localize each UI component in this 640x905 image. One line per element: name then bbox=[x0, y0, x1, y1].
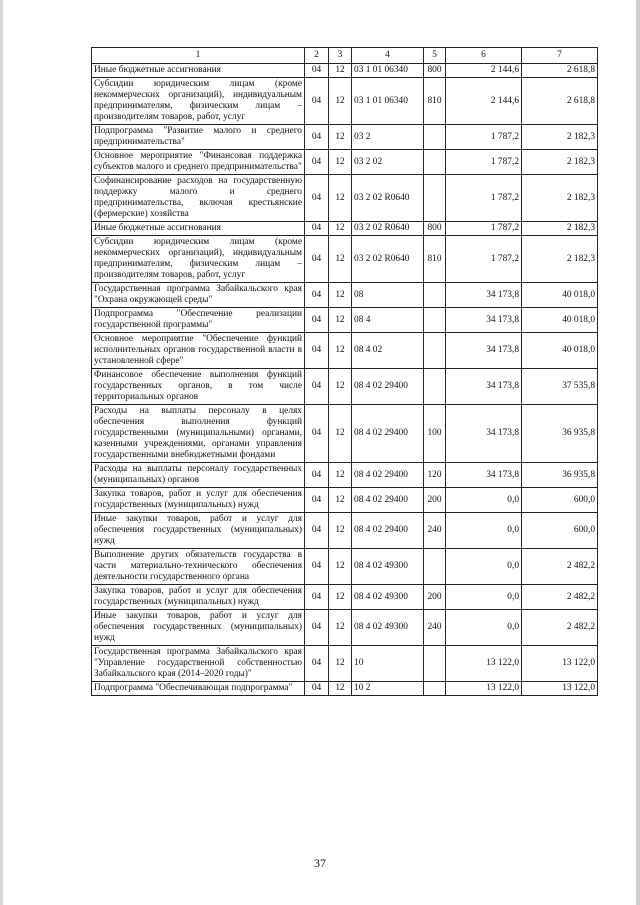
expense-type-cell bbox=[424, 333, 446, 369]
amount-year1-cell: 0,0 bbox=[446, 549, 522, 585]
subsection-code-cell: 12 bbox=[329, 405, 352, 463]
column-header: 5 bbox=[424, 48, 446, 64]
section-code-cell: 04 bbox=[305, 150, 329, 175]
subsection-code-cell: 12 bbox=[329, 308, 352, 333]
row-name-cell: Закупка товаров, работ и услуг для обеспечения государственных (муниципальных) нужд bbox=[92, 585, 305, 610]
target-article-cell: 03 2 02 R0640 bbox=[352, 236, 424, 283]
target-article-cell: 08 4 02 29400 bbox=[352, 513, 424, 549]
target-article-cell: 08 4 02 49300 bbox=[352, 610, 424, 646]
amount-year2-cell: 40 018,0 bbox=[522, 283, 598, 308]
amount-year2-cell: 13 122,0 bbox=[522, 682, 598, 696]
subsection-code-cell: 12 bbox=[329, 488, 352, 513]
subsection-code-cell: 12 bbox=[329, 610, 352, 646]
row-name-cell: Иные бюджетные ассигнования bbox=[92, 64, 305, 78]
row-name-cell: Выполнение других обязательств государства в части материально-технического обеспечения деятельности государственного органа bbox=[92, 549, 305, 585]
table-row bbox=[92, 125, 598, 150]
row-name-cell: Основное мероприятие "Обеспечение функций исполнительных органов государственной власти в установленной сфере" bbox=[92, 333, 305, 369]
row-name-cell: Государственная программа Забайкальского края "Охрана окружающей среды" bbox=[92, 283, 305, 308]
row-name-cell: Иные закупки товаров, работ и услуг для обеспечения государственных (муниципальных) нужд bbox=[92, 513, 305, 549]
table-row bbox=[92, 236, 598, 283]
subsection-code-cell: 12 bbox=[329, 646, 352, 682]
column-header: 3 bbox=[329, 48, 352, 64]
target-article-cell: 08 4 02 29400 bbox=[352, 405, 424, 463]
section-code-cell: 04 bbox=[305, 682, 329, 696]
amount-year1-cell: 1 787,2 bbox=[446, 222, 522, 236]
table-row bbox=[92, 78, 598, 125]
row-name-cell: Софинансирование расходов на государственную поддержку малого и среднего предпринимательства, включая крестьянские (фермерские) хозяйства bbox=[92, 175, 305, 222]
target-article-cell: 08 bbox=[352, 283, 424, 308]
expense-type-cell: 800 bbox=[424, 222, 446, 236]
subsection-code-cell: 12 bbox=[329, 283, 352, 308]
amount-year2-cell: 600,0 bbox=[522, 513, 598, 549]
expense-type-cell bbox=[424, 549, 446, 585]
section-code-cell: 04 bbox=[305, 488, 329, 513]
amount-year2-cell: 40 018,0 bbox=[522, 308, 598, 333]
row-name-cell: Субсидии юридическим лицам (кроме некоммерческих организаций), индивидуальным предпринимателям, физическим лицам – производителям товаров, работ, услуг bbox=[92, 236, 305, 283]
target-article-cell: 08 4 02 bbox=[352, 333, 424, 369]
target-article-cell: 08 4 bbox=[352, 308, 424, 333]
subsection-code-cell: 12 bbox=[329, 64, 352, 78]
amount-year1-cell: 0,0 bbox=[446, 585, 522, 610]
target-article-cell: 03 2 bbox=[352, 125, 424, 150]
amount-year2-cell: 2 182,3 bbox=[522, 236, 598, 283]
subsection-code-cell: 12 bbox=[329, 333, 352, 369]
expense-type-cell bbox=[424, 125, 446, 150]
subsection-code-cell: 12 bbox=[329, 682, 352, 696]
amount-year1-cell: 34 173,8 bbox=[446, 283, 522, 308]
amount-year2-cell: 2 618,8 bbox=[522, 78, 598, 125]
section-code-cell: 04 bbox=[305, 283, 329, 308]
subsection-code-cell: 12 bbox=[329, 513, 352, 549]
target-article-cell: 10 2 bbox=[352, 682, 424, 696]
expense-type-cell: 200 bbox=[424, 585, 446, 610]
amount-year2-cell: 2 182,3 bbox=[522, 125, 598, 150]
expense-type-cell: 100 bbox=[424, 405, 446, 463]
amount-year2-cell: 37 535,8 bbox=[522, 369, 598, 405]
subsection-code-cell: 12 bbox=[329, 549, 352, 585]
subsection-code-cell: 12 bbox=[329, 463, 352, 488]
target-article-cell: 03 1 01 06340 bbox=[352, 78, 424, 125]
amount-year2-cell: 2 482,2 bbox=[522, 610, 598, 646]
amount-year1-cell: 1 787,2 bbox=[446, 175, 522, 222]
expense-type-cell bbox=[424, 175, 446, 222]
section-code-cell: 04 bbox=[305, 64, 329, 78]
subsection-code-cell: 12 bbox=[329, 125, 352, 150]
amount-year2-cell: 36 935,8 bbox=[522, 463, 598, 488]
amount-year1-cell: 0,0 bbox=[446, 610, 522, 646]
table-row bbox=[92, 405, 598, 463]
expense-type-cell: 810 bbox=[424, 236, 446, 283]
row-name-cell: Закупка товаров, работ и услуг для обеспечения государственных (муниципальных) нужд bbox=[92, 488, 305, 513]
table-row bbox=[92, 610, 598, 646]
table-row bbox=[92, 646, 598, 682]
page-number: 37 bbox=[314, 856, 326, 870]
subsection-code-cell: 12 bbox=[329, 78, 352, 125]
section-code-cell: 04 bbox=[305, 236, 329, 283]
section-code-cell: 04 bbox=[305, 125, 329, 150]
table-row bbox=[92, 175, 598, 222]
amount-year2-cell: 600,0 bbox=[522, 488, 598, 513]
table-row bbox=[92, 64, 598, 78]
subsection-code-cell: 12 bbox=[329, 175, 352, 222]
column-header: 4 bbox=[352, 48, 424, 64]
expense-type-cell bbox=[424, 369, 446, 405]
subsection-code-cell: 12 bbox=[329, 150, 352, 175]
amount-year2-cell: 2 482,2 bbox=[522, 585, 598, 610]
table-row bbox=[92, 333, 598, 369]
amount-year1-cell: 34 173,8 bbox=[446, 333, 522, 369]
expense-type-cell bbox=[424, 283, 446, 308]
amount-year2-cell: 2 182,3 bbox=[522, 150, 598, 175]
amount-year1-cell: 13 122,0 bbox=[446, 682, 522, 696]
table-row bbox=[92, 682, 598, 696]
table-row bbox=[92, 513, 598, 549]
amount-year1-cell: 34 173,8 bbox=[446, 308, 522, 333]
table-row bbox=[92, 585, 598, 610]
row-name-cell: Иные бюджетные ассигнования bbox=[92, 222, 305, 236]
section-code-cell: 04 bbox=[305, 463, 329, 488]
section-code-cell: 04 bbox=[305, 646, 329, 682]
budget-table bbox=[91, 47, 598, 696]
scan-edge-left bbox=[0, 0, 3, 905]
section-code-cell: 04 bbox=[305, 222, 329, 236]
target-article-cell: 03 2 02 bbox=[352, 150, 424, 175]
section-code-cell: 04 bbox=[305, 405, 329, 463]
amount-year2-cell: 13 122,0 bbox=[522, 646, 598, 682]
row-name-cell: Расходы на выплаты персоналу в целях обеспечения выполнения функций государственными (муниципальными) органами, казенными учреждениями, органами управления государственными внебюджетными фондами bbox=[92, 405, 305, 463]
subsection-code-cell: 12 bbox=[329, 222, 352, 236]
amount-year1-cell: 34 173,8 bbox=[446, 369, 522, 405]
table-row bbox=[92, 549, 598, 585]
section-code-cell: 04 bbox=[305, 333, 329, 369]
section-code-cell: 04 bbox=[305, 610, 329, 646]
table-row bbox=[92, 222, 598, 236]
amount-year2-cell: 40 018,0 bbox=[522, 333, 598, 369]
expense-type-cell: 120 bbox=[424, 463, 446, 488]
target-article-cell: 03 2 02 R0640 bbox=[352, 175, 424, 222]
table-row bbox=[92, 463, 598, 488]
amount-year2-cell: 2 482,2 bbox=[522, 549, 598, 585]
target-article-cell: 03 2 02 R0640 bbox=[352, 222, 424, 236]
target-article-cell: 08 4 02 29400 bbox=[352, 463, 424, 488]
table-row bbox=[92, 283, 598, 308]
subsection-code-cell: 12 bbox=[329, 585, 352, 610]
row-name-cell: Подпрограмма "Обеспечение реализации государственной программы" bbox=[92, 308, 305, 333]
amount-year2-cell: 2 182,3 bbox=[522, 222, 598, 236]
amount-year1-cell: 13 122,0 bbox=[446, 646, 522, 682]
section-code-cell: 04 bbox=[305, 585, 329, 610]
column-header: 6 bbox=[446, 48, 522, 64]
target-article-cell: 08 4 02 49300 bbox=[352, 549, 424, 585]
section-code-cell: 04 bbox=[305, 513, 329, 549]
table-body bbox=[92, 64, 598, 696]
expense-type-cell bbox=[424, 646, 446, 682]
amount-year1-cell: 1 787,2 bbox=[446, 150, 522, 175]
expense-type-cell: 810 bbox=[424, 78, 446, 125]
subsection-code-cell: 12 bbox=[329, 236, 352, 283]
expense-type-cell: 200 bbox=[424, 488, 446, 513]
expense-type-cell bbox=[424, 150, 446, 175]
column-header: 1 bbox=[92, 48, 305, 64]
expense-type-cell: 240 bbox=[424, 513, 446, 549]
target-article-cell: 03 1 01 06340 bbox=[352, 64, 424, 78]
table-row bbox=[92, 488, 598, 513]
amount-year1-cell: 2 144,6 bbox=[446, 78, 522, 125]
section-code-cell: 04 bbox=[305, 369, 329, 405]
target-article-cell: 08 4 02 29400 bbox=[352, 488, 424, 513]
amount-year1-cell: 0,0 bbox=[446, 488, 522, 513]
scan-edge-right bbox=[636, 0, 640, 905]
target-article-cell: 08 4 02 49300 bbox=[352, 585, 424, 610]
target-article-cell: 10 bbox=[352, 646, 424, 682]
amount-year1-cell: 2 144,6 bbox=[446, 64, 522, 78]
amount-year1-cell: 34 173,8 bbox=[446, 405, 522, 463]
expense-type-cell: 800 bbox=[424, 64, 446, 78]
table-header-row bbox=[92, 48, 598, 64]
target-article-cell: 08 4 02 29400 bbox=[352, 369, 424, 405]
amount-year2-cell: 36 935,8 bbox=[522, 405, 598, 463]
row-name-cell: Основное мероприятие "Финансовая поддержка субъектов малого и среднего предпринимательства" bbox=[92, 150, 305, 175]
section-code-cell: 04 bbox=[305, 175, 329, 222]
row-name-cell: Расходы на выплаты персоналу государственных (муниципальных) органов bbox=[92, 463, 305, 488]
table-row bbox=[92, 150, 598, 175]
row-name-cell: Иные закупки товаров, работ и услуг для обеспечения государственных (муниципальных) нужд bbox=[92, 610, 305, 646]
row-name-cell: Субсидии юридическим лицам (кроме некоммерческих организаций), индивидуальным предпринимателям, физическим лицам – производителям товаров, работ, услуг bbox=[92, 78, 305, 125]
amount-year1-cell: 1 787,2 bbox=[446, 236, 522, 283]
row-name-cell: Государственная программа Забайкальского края "Управление государственной собственностью Забайкальского края (2014–2020 годы)" bbox=[92, 646, 305, 682]
section-code-cell: 04 bbox=[305, 549, 329, 585]
amount-year1-cell: 1 787,2 bbox=[446, 125, 522, 150]
expense-type-cell: 240 bbox=[424, 610, 446, 646]
expense-type-cell bbox=[424, 308, 446, 333]
column-header: 2 bbox=[305, 48, 329, 64]
section-code-cell: 04 bbox=[305, 78, 329, 125]
table-row bbox=[92, 369, 598, 405]
column-header: 7 bbox=[522, 48, 598, 64]
amount-year2-cell: 2 618,8 bbox=[522, 64, 598, 78]
section-code-cell: 04 bbox=[305, 308, 329, 333]
amount-year1-cell: 34 173,8 bbox=[446, 463, 522, 488]
amount-year1-cell: 0,0 bbox=[446, 513, 522, 549]
expense-type-cell bbox=[424, 682, 446, 696]
amount-year2-cell: 2 182,3 bbox=[522, 175, 598, 222]
row-name-cell: Подпрограмма "Обеспечивающая подпрограмма" bbox=[92, 682, 305, 696]
row-name-cell: Финансовое обеспечение выполнения функций государственных органов, в том числе территориальных органов bbox=[92, 369, 305, 405]
subsection-code-cell: 12 bbox=[329, 369, 352, 405]
table-row bbox=[92, 308, 598, 333]
row-name-cell: Подпрограмма "Развитие малого и среднего предпринимательства" bbox=[92, 125, 305, 150]
